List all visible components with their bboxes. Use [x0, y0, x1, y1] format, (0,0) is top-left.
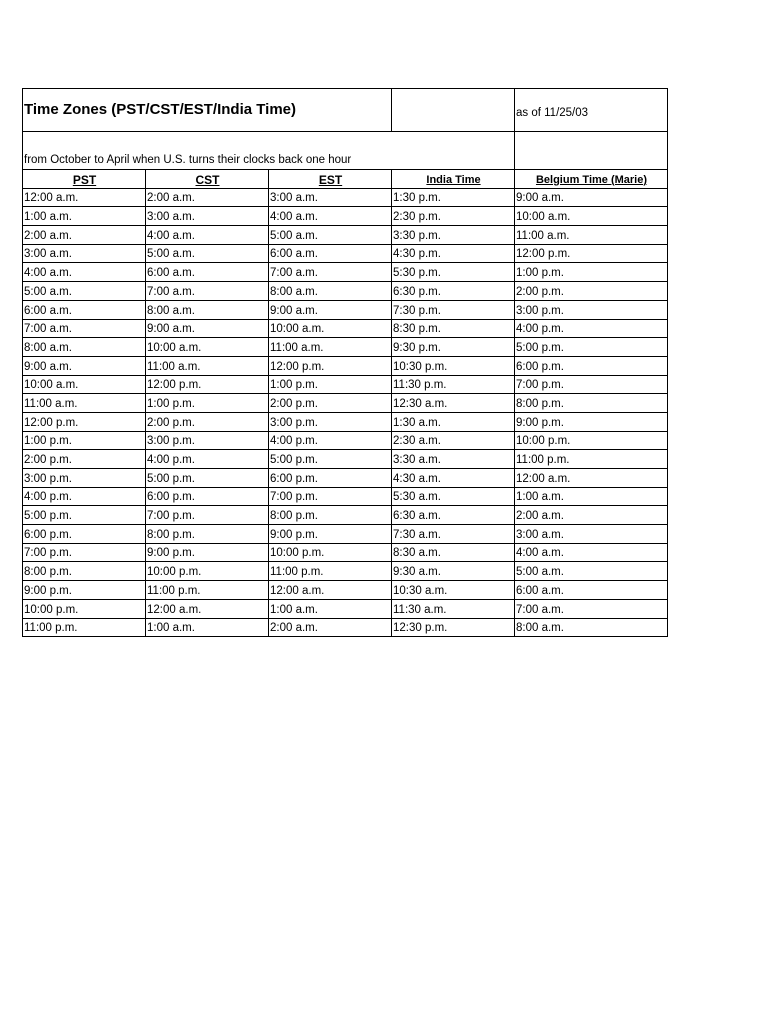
cell-est[interactable]: 9:00 a.m. [269, 300, 392, 319]
cell-belgium[interactable]: 8:00 a.m. [515, 618, 668, 637]
cell-india[interactable]: 8:30 p.m. [392, 319, 515, 338]
cell-pst[interactable]: 12:00 a.m. [23, 188, 146, 207]
cell-est[interactable]: 10:00 p.m. [269, 543, 392, 562]
cell-belgium[interactable]: 6:00 p.m. [515, 356, 668, 375]
header-belgium-time[interactable]: Belgium Time (Marie) [515, 170, 668, 189]
cell-belgium[interactable]: 9:00 a.m. [515, 188, 668, 207]
cell-india[interactable]: 7:30 p.m. [392, 300, 515, 319]
cell-cst[interactable]: 7:00 p.m. [146, 506, 269, 525]
subtitle-blank-cell[interactable] [392, 132, 515, 170]
cell-pst[interactable]: 7:00 p.m. [23, 543, 146, 562]
cell-est[interactable]: 8:00 p.m. [269, 506, 392, 525]
header-est[interactable]: EST [269, 170, 392, 189]
cell-pst[interactable]: 6:00 p.m. [23, 525, 146, 544]
cell-india[interactable]: 1:30 p.m. [392, 188, 515, 207]
cell-india[interactable]: 11:30 a.m. [392, 599, 515, 618]
table-row [23, 282, 668, 301]
table-row [23, 394, 668, 413]
cell-cst[interactable]: 10:00 a.m. [146, 338, 269, 357]
cell-cst[interactable]: 6:00 p.m. [146, 487, 269, 506]
sheet-subtitle[interactable]: from October to April when U.S. turns their clocks back one hour [23, 132, 392, 170]
cell-belgium[interactable]: 5:00 p.m. [515, 338, 668, 357]
cell-est[interactable]: 3:00 p.m. [269, 412, 392, 431]
cell-cst[interactable]: 1:00 a.m. [146, 618, 269, 637]
table-row [23, 207, 668, 226]
title-row [23, 89, 668, 132]
cell-cst[interactable]: 12:00 a.m. [146, 599, 269, 618]
cell-est[interactable]: 11:00 a.m. [269, 338, 392, 357]
cell-est[interactable]: 1:00 p.m. [269, 375, 392, 394]
cell-cst[interactable]: 1:00 p.m. [146, 394, 269, 413]
cell-est[interactable]: 4:00 a.m. [269, 207, 392, 226]
cell-india[interactable]: 11:30 p.m. [392, 375, 515, 394]
cell-cst[interactable]: 2:00 p.m. [146, 412, 269, 431]
cell-pst[interactable]: 12:00 p.m. [23, 412, 146, 431]
cell-est[interactable]: 4:00 p.m. [269, 431, 392, 450]
cell-india[interactable]: 10:30 p.m. [392, 356, 515, 375]
table-row [23, 525, 668, 544]
cell-pst[interactable]: 6:00 a.m. [23, 300, 146, 319]
cell-belgium[interactable]: 11:00 a.m. [515, 226, 668, 245]
cell-cst[interactable]: 4:00 a.m. [146, 226, 269, 245]
cell-est[interactable]: 12:00 a.m. [269, 581, 392, 600]
cell-india[interactable]: 5:30 a.m. [392, 487, 515, 506]
cell-pst[interactable]: 9:00 a.m. [23, 356, 146, 375]
cell-belgium[interactable]: 3:00 a.m. [515, 525, 668, 544]
table-row [23, 338, 668, 357]
table-row [23, 356, 668, 375]
cell-india[interactable]: 1:30 a.m. [392, 412, 515, 431]
cell-pst[interactable]: 11:00 a.m. [23, 394, 146, 413]
table-row [23, 431, 668, 450]
as-of-date[interactable]: as of 11/25/03 [515, 89, 668, 132]
cell-india[interactable]: 3:30 a.m. [392, 450, 515, 469]
cell-india[interactable]: 9:30 a.m. [392, 562, 515, 581]
cell-cst[interactable]: 6:00 a.m. [146, 263, 269, 282]
subtitle-blank-cell-2[interactable] [515, 132, 668, 170]
cell-belgium[interactable]: 12:00 a.m. [515, 469, 668, 488]
header-pst[interactable]: PST [23, 170, 146, 189]
cell-pst[interactable]: 4:00 a.m. [23, 263, 146, 282]
table-row [23, 375, 668, 394]
cell-cst[interactable]: 8:00 a.m. [146, 300, 269, 319]
header-cst[interactable]: CST [146, 170, 269, 189]
cell-pst[interactable]: 11:00 p.m. [23, 618, 146, 637]
table-row [23, 450, 668, 469]
table-row [23, 543, 668, 562]
cell-belgium[interactable]: 7:00 a.m. [515, 599, 668, 618]
cell-belgium[interactable]: 12:00 p.m. [515, 244, 668, 263]
cell-india[interactable]: 10:30 a.m. [392, 581, 515, 600]
table-row [23, 469, 668, 488]
cell-belgium[interactable]: 11:00 p.m. [515, 450, 668, 469]
cell-est[interactable]: 5:00 p.m. [269, 450, 392, 469]
cell-belgium[interactable]: 10:00 a.m. [515, 207, 668, 226]
cell-cst[interactable]: 8:00 p.m. [146, 525, 269, 544]
cell-est[interactable]: 7:00 p.m. [269, 487, 392, 506]
cell-est[interactable]: 11:00 p.m. [269, 562, 392, 581]
cell-pst[interactable]: 3:00 a.m. [23, 244, 146, 263]
header-india-time[interactable]: India Time [392, 170, 515, 189]
cell-pst[interactable]: 1:00 p.m. [23, 431, 146, 450]
cell-pst[interactable]: 4:00 p.m. [23, 487, 146, 506]
cell-est[interactable]: 2:00 a.m. [269, 618, 392, 637]
table-row [23, 487, 668, 506]
cell-pst[interactable]: 5:00 a.m. [23, 282, 146, 301]
cell-pst[interactable]: 1:00 a.m. [23, 207, 146, 226]
table-row [23, 618, 668, 637]
cell-india[interactable]: 4:30 a.m. [392, 469, 515, 488]
title-blank-cell[interactable] [392, 89, 515, 132]
cell-belgium[interactable]: 4:00 a.m. [515, 543, 668, 562]
cell-belgium[interactable]: 1:00 a.m. [515, 487, 668, 506]
cell-est[interactable]: 2:00 p.m. [269, 394, 392, 413]
cell-india[interactable]: 3:30 p.m. [392, 226, 515, 245]
cell-pst[interactable]: 2:00 p.m. [23, 450, 146, 469]
cell-belgium[interactable]: 8:00 p.m. [515, 394, 668, 413]
cell-est[interactable]: 9:00 p.m. [269, 525, 392, 544]
cell-pst[interactable]: 10:00 p.m. [23, 599, 146, 618]
cell-pst[interactable]: 8:00 a.m. [23, 338, 146, 357]
table-row [23, 300, 668, 319]
cell-belgium[interactable]: 5:00 a.m. [515, 562, 668, 581]
cell-cst[interactable]: 3:00 p.m. [146, 431, 269, 450]
cell-cst[interactable]: 9:00 a.m. [146, 319, 269, 338]
cell-est[interactable]: 6:00 a.m. [269, 244, 392, 263]
subtitle-row [23, 132, 668, 170]
cell-india[interactable]: 2:30 a.m. [392, 431, 515, 450]
cell-india[interactable]: 6:30 p.m. [392, 282, 515, 301]
cell-est[interactable]: 7:00 a.m. [269, 263, 392, 282]
cell-cst[interactable]: 5:00 a.m. [146, 244, 269, 263]
cell-india[interactable]: 12:30 p.m. [392, 618, 515, 637]
cell-india[interactable]: 5:30 p.m. [392, 263, 515, 282]
cell-pst[interactable]: 3:00 p.m. [23, 469, 146, 488]
cell-belgium[interactable]: 2:00 a.m. [515, 506, 668, 525]
table-row [23, 188, 668, 207]
cell-india[interactable]: 9:30 p.m. [392, 338, 515, 357]
table-row [23, 244, 668, 263]
time-zones-table [22, 88, 668, 637]
cell-est[interactable]: 8:00 a.m. [269, 282, 392, 301]
cell-belgium[interactable]: 10:00 p.m. [515, 431, 668, 450]
cell-pst[interactable]: 8:00 p.m. [23, 562, 146, 581]
table-row [23, 599, 668, 618]
table-row [23, 581, 668, 600]
cell-belgium[interactable]: 9:00 p.m. [515, 412, 668, 431]
cell-india[interactable]: 2:30 p.m. [392, 207, 515, 226]
cell-belgium[interactable]: 4:00 p.m. [515, 319, 668, 338]
cell-belgium[interactable]: 2:00 p.m. [515, 282, 668, 301]
cell-cst[interactable]: 12:00 p.m. [146, 375, 269, 394]
cell-est[interactable]: 10:00 a.m. [269, 319, 392, 338]
cell-pst[interactable]: 9:00 p.m. [23, 581, 146, 600]
cell-cst[interactable]: 11:00 p.m. [146, 581, 269, 600]
cell-pst[interactable]: 7:00 a.m. [23, 319, 146, 338]
cell-cst[interactable]: 9:00 p.m. [146, 543, 269, 562]
table-row [23, 412, 668, 431]
cell-cst[interactable]: 2:00 a.m. [146, 188, 269, 207]
cell-est[interactable]: 3:00 a.m. [269, 188, 392, 207]
sheet-title[interactable]: Time Zones (PST/CST/EST/India Time) [23, 89, 392, 132]
cell-india[interactable]: 7:30 a.m. [392, 525, 515, 544]
cell-pst[interactable]: 2:00 a.m. [23, 226, 146, 245]
cell-india[interactable]: 4:30 p.m. [392, 244, 515, 263]
time-zones-table-body [23, 89, 668, 637]
header-row [23, 170, 668, 189]
cell-india[interactable]: 8:30 a.m. [392, 543, 515, 562]
cell-pst[interactable]: 5:00 p.m. [23, 506, 146, 525]
cell-india[interactable]: 12:30 a.m. [392, 394, 515, 413]
cell-belgium[interactable]: 6:00 a.m. [515, 581, 668, 600]
cell-india[interactable]: 6:30 a.m. [392, 506, 515, 525]
cell-est[interactable]: 1:00 a.m. [269, 599, 392, 618]
cell-cst[interactable]: 7:00 a.m. [146, 282, 269, 301]
cell-est[interactable]: 6:00 p.m. [269, 469, 392, 488]
cell-est[interactable]: 12:00 p.m. [269, 356, 392, 375]
cell-belgium[interactable]: 7:00 p.m. [515, 375, 668, 394]
table-row [23, 506, 668, 525]
cell-cst[interactable]: 4:00 p.m. [146, 450, 269, 469]
cell-cst[interactable]: 3:00 a.m. [146, 207, 269, 226]
cell-cst[interactable]: 5:00 p.m. [146, 469, 269, 488]
cell-cst[interactable]: 11:00 a.m. [146, 356, 269, 375]
table-row [23, 319, 668, 338]
cell-pst[interactable]: 10:00 a.m. [23, 375, 146, 394]
cell-cst[interactable]: 10:00 p.m. [146, 562, 269, 581]
cell-belgium[interactable]: 1:00 p.m. [515, 263, 668, 282]
cell-belgium[interactable]: 3:00 p.m. [515, 300, 668, 319]
table-row [23, 562, 668, 581]
cell-est[interactable]: 5:00 a.m. [269, 226, 392, 245]
table-row [23, 263, 668, 282]
table-row [23, 226, 668, 245]
